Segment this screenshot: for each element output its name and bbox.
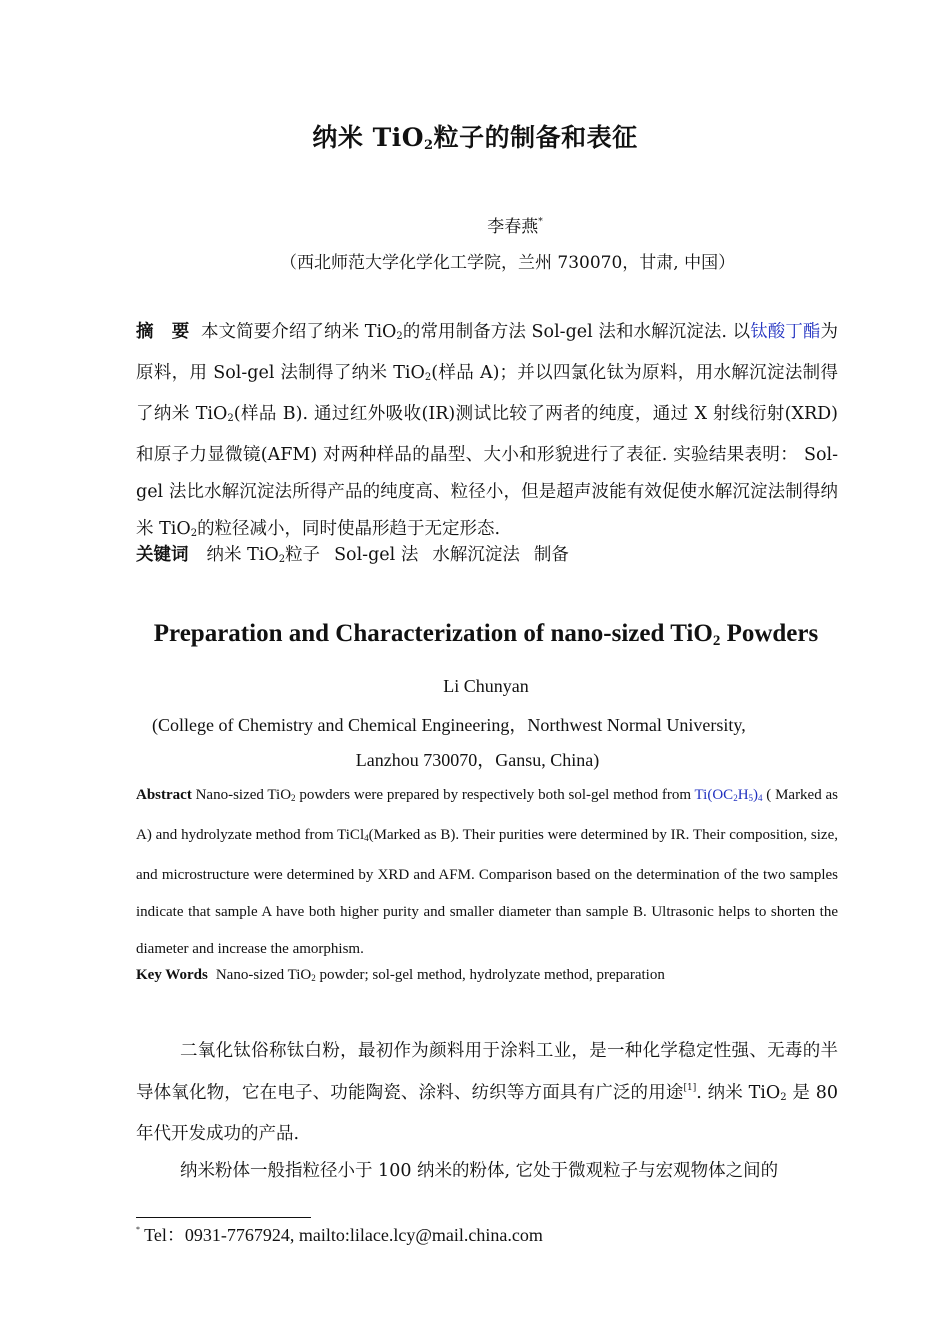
citation-ref[interactable]: [1] xyxy=(683,1083,697,1093)
footnote-divider xyxy=(136,1217,311,1218)
chinese-author-name: 李春燕 xyxy=(487,217,539,237)
english-affiliation-line1: (College of Chemistry and Chemical Engineering，Northwest Normal University, xyxy=(152,715,746,735)
chinese-abstract-label: 摘 要 xyxy=(136,322,196,342)
chinese-author xyxy=(0,212,950,237)
english-keywords: Key Words Nano-sized TiO$_2$ powder; sol-gel method, hydrolyzate method, preparation xyxy=(136,967,665,983)
footnote-mark: * xyxy=(136,1225,140,1234)
chinese-keywords-label: 关键词 xyxy=(136,545,189,565)
chinese-keywords xyxy=(136,541,569,566)
chinese-title-text-end: 粒子的制备和表征 xyxy=(433,123,638,152)
chinese-abstract: 摘 要 本文简要介绍了纳米 TiO$_2$的常用制备方法 Sol-gel 法和水解沉淀法. 以钛酸丁酯为原料，用 Sol-gel 法制得了纳米 TiO$_2$(样品 A)；并以四氯化钛为原料，用水解沉淀法制得了纳米 TiO$_2$(样品 B). 通过红外吸收(IR)测试比较了两者的纯度，通过 X 射线衍射(XRD)和原子力显微镜(AFM) 对两种样品的晶型、大小和形貌进行了表征. 实验结果表明： Sol-gel 法比水解沉淀法所得产品的纯度高、粒径小，但是超声波能有效促使水解沉淀法制得纳米 TiO$_2$的粒径减小，同时使晶形趋于无定形态. xyxy=(136,322,838,539)
chinese-affiliation: （西北师范大学化学化工学院，兰州 730070，甘肃, 中国） xyxy=(280,253,736,273)
keyword-3: 水解沉淀法 xyxy=(432,545,520,565)
english-abstract-link[interactable]: $Ti(OC_2H_5)_4$ xyxy=(694,787,763,803)
english-keywords-label: Key Words xyxy=(136,967,208,983)
chinese-abstract-link[interactable]: 钛酸丁酯 xyxy=(750,322,821,342)
body-paragraph-1: 二氧化钛俗称钛白粉，最初作为颜料用于涂料工业，是一种化学稳定性强、无毒的半导体氧化物，它在电子、功能陶瓷、涂料、纺织等方面具有广泛的用途[1]. 纳米 TiO$_2$ 是 80 年代开发成功的产品. xyxy=(136,1041,838,1144)
footnote-text: Tel：0931-7767924, mailto:lilace.lcy@mail.china.com xyxy=(140,1225,543,1245)
english-author: Li Chunyan xyxy=(443,676,529,696)
chinese-title-subscript: 2 xyxy=(424,138,434,153)
english-abstract-label: Abstract xyxy=(136,787,192,803)
keyword-4: 制备 xyxy=(533,545,569,565)
chinese-title xyxy=(0,118,950,154)
body-paragraph-2: 纳米粉体一般指粒径小于 100 纳米的粉体, 它处于微观粒子与宏观物体之间的 xyxy=(180,1161,779,1181)
keyword-1: 纳米 TiO$_2$粒子 xyxy=(206,545,321,565)
author-footnote-mark[interactable]: * xyxy=(538,217,543,227)
body-text xyxy=(136,1033,838,1190)
english-affiliation-line2: Lanzhou 730070，Gansu, China) xyxy=(355,750,600,770)
english-abstract: Abstract Nano-sized TiO$_2$ powders were prepared by respectively both sol-gel method from $Ti(OC_2H_5)_4$ ( Marked as A) and hydrolyzate method from TiCl$_4$(Marked as B). Their purities were determined by IR. Their composition, size, and microstructure were determined by XRD and AFM. Comparison based on the determination of the two samples indicate that sample A have both higher purity and smaller diameter than sample B. Ultrasonic helps to shorten the diameter and increase the amorphism. xyxy=(136,787,838,957)
keyword-2: Sol-gel 法 xyxy=(334,545,419,565)
footnote xyxy=(136,1221,543,1247)
english-title: Preparation and Characterization of nano-sized TiO$_2$ Powders xyxy=(153,620,819,649)
chinese-title-text: 纳米 TiO xyxy=(312,123,425,152)
